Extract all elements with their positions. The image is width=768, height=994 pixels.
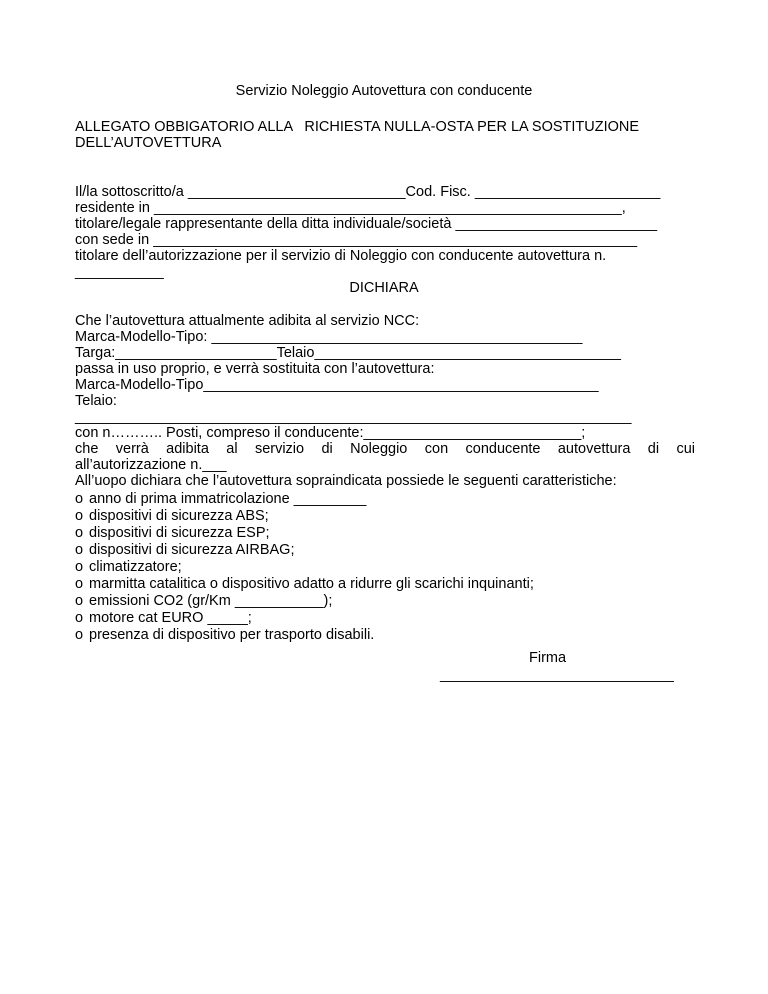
declarant-authorization-number-field: ___________	[75, 264, 164, 280]
feature-label: climatizzatore;	[89, 559, 182, 575]
document-title: Servizio Noleggio Autovettura con conducente	[235, 83, 533, 99]
bullet-icon: o	[75, 559, 84, 575]
list-item	[75, 542, 295, 559]
bullet-icon: o	[75, 491, 84, 507]
current-vehicle-plate-chassis-field: Targa:____________________Telaio______________________________________	[75, 345, 621, 361]
feature-label: dispositivi di sicurezza ESP;	[89, 525, 270, 541]
list-item	[75, 576, 534, 593]
signature-label: Firma	[529, 650, 567, 666]
signature-line: _____________________________	[440, 667, 674, 683]
authorization-number-field: all’autorizzazione n.___	[75, 457, 227, 473]
list-item	[75, 491, 366, 508]
feature-label: presenza di dispositivo per trasporto disabili.	[89, 627, 375, 643]
new-vehicle-model-field: Marca-Modello-Tipo_________________________________________________	[75, 377, 599, 393]
feature-label: marmitta catalitica o dispositivo adatto a ridurre gli scarichi inquinanti;	[89, 576, 534, 592]
list-item	[75, 593, 332, 610]
feature-label: motore cat EURO _____;	[89, 610, 252, 626]
declarant-authorization-text: titolare dell’autorizzazione per il servizio di Noleggio con conducente autovettura n.	[75, 248, 607, 264]
replacement-intro-text: passa in uso proprio, e verrà sostituita con l’autovettura:	[75, 361, 435, 377]
features-intro-text: All’uopo dichiara che l’autovettura sopraindicata possiede le seguenti caratteristiche:	[75, 473, 617, 489]
feature-label: dispositivi di sicurezza ABS;	[89, 508, 269, 524]
declarant-company-field: titolare/legale rappresentante della ditta individuale/società _________________________	[75, 216, 658, 232]
new-vehicle-chassis-label: Telaio:	[75, 393, 117, 409]
vehicle-intro-text: Che l’autovettura attualmente adibita al servizio NCC:	[75, 313, 420, 329]
declarant-residence-field: residente in __________________________________________________________,	[75, 200, 626, 216]
feature-label: emissioni CO2 (gr/Km ___________);	[89, 593, 333, 609]
declarant-seat-field: con sede in ____________________________________________________________	[75, 232, 638, 248]
feature-label: dispositivi di sicurezza AIRBAG;	[89, 542, 295, 558]
seats-field: con n……….. Posti, compreso il conducente:___________________________;	[75, 425, 586, 441]
feature-label: anno di prima immatricolazione _________	[89, 491, 367, 507]
service-usage-text: che verrà adibita al servizio di Noleggio con conducente autovettura di cui	[75, 441, 695, 457]
current-vehicle-model-field: Marca-Modello-Tipo: ______________________________________________	[75, 329, 583, 345]
list-item	[75, 508, 269, 525]
list-item	[75, 627, 374, 644]
dichiara-heading: DICHIARA	[349, 280, 419, 296]
bullet-icon: o	[75, 610, 84, 626]
bullet-icon: o	[75, 525, 84, 541]
declarant-name-field: Il/la sottoscritto/a ___________________________Cod. Fisc. _______________________	[75, 184, 661, 200]
bullet-icon: o	[75, 593, 84, 609]
bullet-icon: o	[75, 576, 84, 592]
list-item	[75, 525, 270, 542]
bullet-icon: o	[75, 627, 84, 643]
list-item	[75, 610, 252, 627]
bullet-icon: o	[75, 542, 84, 558]
subtitle-line-2: DELL’AUTOVETTURA	[75, 135, 222, 151]
list-item	[75, 559, 182, 576]
subtitle-line-1: ALLEGATO OBBIGATORIO ALLA RICHIESTA NULLA-OSTA PER LA SOSTITUZIONE	[75, 119, 640, 135]
new-vehicle-chassis-field: _____________________________________________________________________	[75, 409, 632, 425]
bullet-icon: o	[75, 508, 84, 524]
